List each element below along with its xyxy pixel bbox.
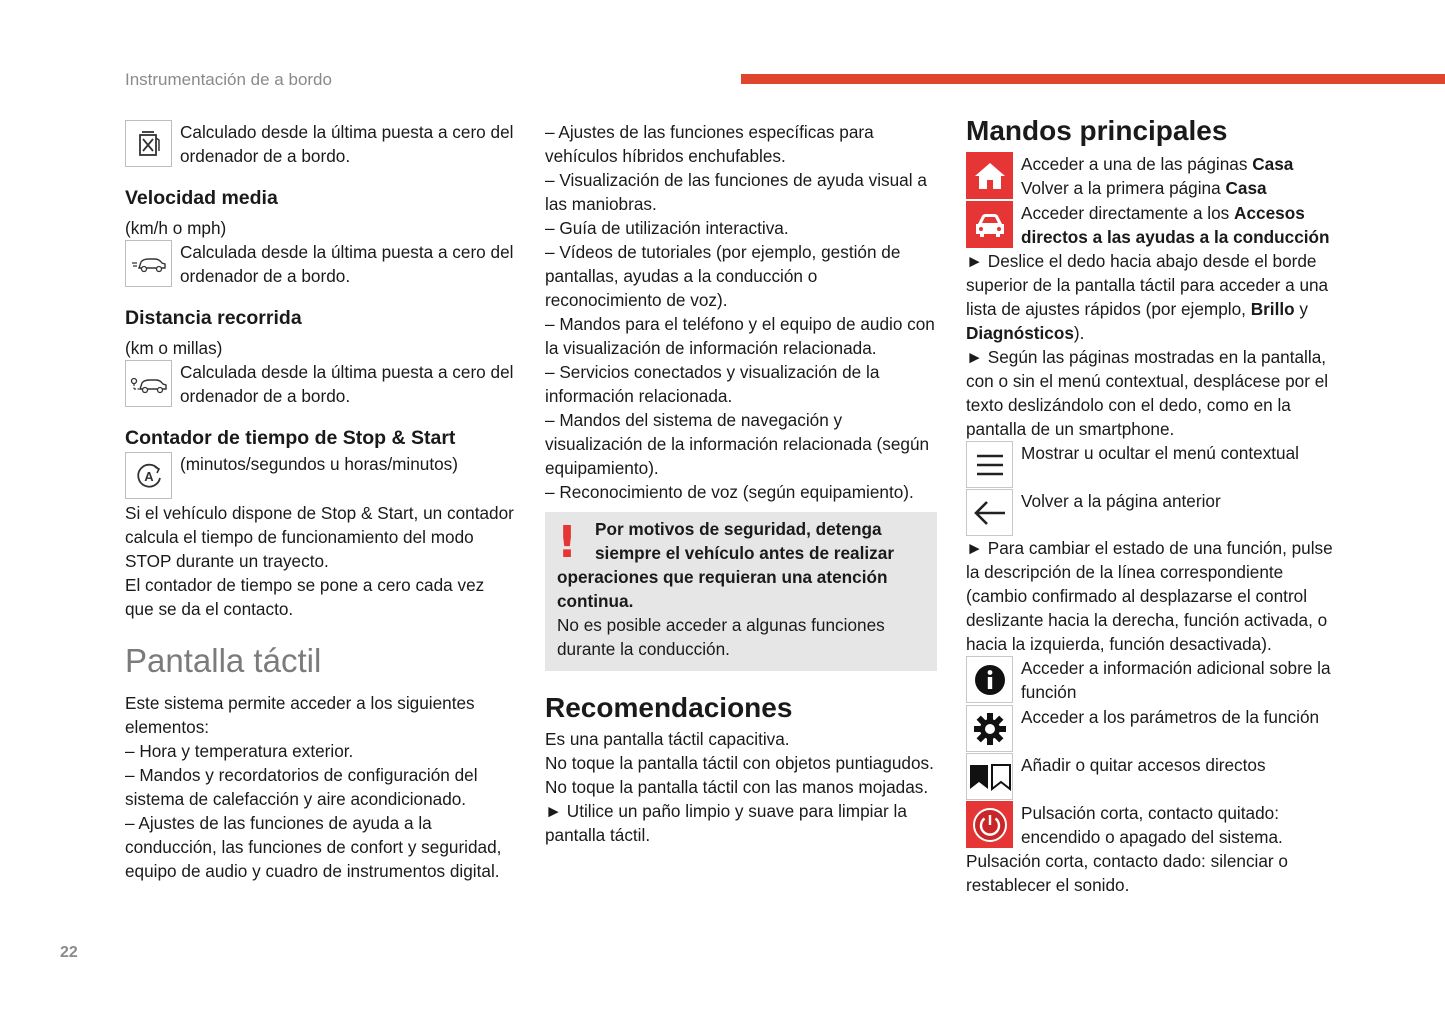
bookmark-icon [966,753,1013,800]
menu-row [966,441,1346,488]
touchscreen-item: – Hora y temperatura exterior. [125,741,354,761]
rec-paragraph-1: Es una pantalla táctil capacitiva. [545,729,790,749]
power-text-1: Pulsación corta, contacto quitado: encendido o apagado del sistema. [1021,803,1283,847]
home-text-2: Volver a la primera página [1021,178,1226,198]
rec-paragraph-2: No toque la pantalla táctil con objetos puntiagudos. [545,753,934,773]
fuel-consumption-icon [125,120,172,167]
fuel-text: Calculado desde la última puesta a cero del ordenador de a bordo. [180,122,514,166]
back-arrow-icon [966,489,1013,536]
warning-bold-text: Por motivos de seguridad, detenga siempre el vehículo antes de realizar operaciones que requieran una atención continua. [557,519,895,611]
scroll-paragraph: ► Según las páginas mostradas en la pantalla, con o sin el menú contextual, desplácese por el texto deslizándolo con el dedo, como en la pantalla de un smartphone. [966,347,1329,439]
rec-paragraph-4: ► Utilice un paño limpio y suave para limpiar la pantalla táctil. [545,801,907,845]
bookmark-text: Añadir o quitar accesos directos [1021,755,1266,775]
power-text-2: Pulsación corta, contacto dado: silenciar o restablecer el sonido. [966,851,1288,895]
toggle-paragraph: ► Para cambiar el estado de una función, pulse la descripción de la línea correspondiente (cambio confirmado al desplazarse el control deslizante hacia la derecha, función activada, o hacia la izquierda, función desactivada). [966,538,1333,654]
touchscreen-item: – Ajustes de las funciones de ayuda a la conducción, las funciones de confort y seguridad, equipo de audio y cuadro de instrumentos digital. [125,813,502,881]
info-icon [966,656,1013,703]
power-row [966,801,1346,849]
column-2 [545,120,937,847]
stopstart-paragraph-2: El contador de tiempo se pone a cero cada vez que se da el contacto. [125,575,485,619]
car-shortcut-icon [966,201,1013,248]
home-row [966,152,1346,200]
driving-aids-bold: Accesos directos a las ayudas a la conducción [1021,203,1330,247]
swipe-bold-brightness: Brillo [1250,299,1295,319]
avg-speed-units: (km/h o mph) [125,218,227,238]
distance-units: (km o millas) [125,338,223,358]
hamburger-menu-icon [966,441,1013,488]
feature-item: – Servicios conectados y visualización de la información relacionada. [545,362,880,406]
gear-icon [966,705,1013,752]
feature-item: – Mandos del sistema de navegación y visualización de la información relacionada (según equipamiento). [545,410,930,478]
back-text: Volver a la página anterior [1021,491,1221,511]
distance-text: Calculada desde la última puesta a cero del ordenador de a bordo. [180,362,514,406]
feature-item: – Reconocimiento de voz (según equipamiento). [545,482,914,502]
column-3 [966,114,1346,897]
swipe-bold-diagnostics: Diagnósticos [966,323,1074,343]
avg-speed-row [125,240,517,288]
info-row [966,656,1346,704]
feature-item: – Guía de utilización interactiva. [545,218,789,238]
stopstart-units: (minutos/segundos u horas/minutos) [180,454,459,474]
running-header: Instrumentación de a bordo [125,70,332,89]
touchscreen-item: – Mandos y recordatorios de configuración del sistema de calefacción y aire acondicionado. [125,765,478,809]
driving-aids-text: Acceder directamente a los [1021,203,1235,223]
svg-text:A: A [143,468,154,484]
header-accent-bar [741,74,1445,84]
home-text-1: Acceder a una de las páginas [1021,154,1253,174]
touchscreen-intro: Este sistema permite acceder a los siguientes elementos: [125,693,475,737]
feature-item: – Ajustes de las funciones específicas para vehículos híbridos enchufables. [545,122,874,166]
gear-text: Acceder a los parámetros de la función [1021,707,1320,727]
home-bold-2: Casa [1225,178,1267,198]
page-number: 22 [60,944,78,961]
column-1 [125,120,517,883]
warning-exclamation-icon: ! [557,517,578,568]
feature-item: – Vídeos de tutoriales (por ejemplo, gestión de pantallas, ayudas a la conducción o reconocimiento de voz). [545,242,901,310]
feature-item: – Visualización de las funciones de ayuda visual a las maniobras. [545,170,927,214]
menu-text: Mostrar u ocultar el menú contextual [1021,443,1299,463]
distance-heading: Distancia recorrida [125,307,302,329]
driving-aids-row [966,201,1346,249]
car-speed-icon [125,240,172,287]
feature-item: – Mandos para el teléfono y el equipo de audio con la visualización de información relacionada. [545,314,935,358]
stopstart-heading: Contador de tiempo de Stop & Start [125,427,456,449]
distance-row [125,360,517,408]
avg-speed-heading: Velocidad media [125,187,278,209]
gear-row [966,705,1346,752]
home-icon [966,152,1013,199]
safety-warning-box [545,512,937,671]
recommendations-heading: Recomendaciones [545,692,793,723]
stop-start-icon [125,452,172,499]
power-icon [966,801,1013,848]
touchscreen-heading: Pantalla táctil [125,642,322,679]
stopstart-row [125,452,517,499]
home-bold-1: Casa [1252,154,1294,174]
warning-text: No es posible acceder a algunas funciones durante la conducción. [557,615,885,659]
swipe-text-c: y [1294,299,1309,319]
swipe-text-d: ). [1073,323,1085,343]
rec-paragraph-3: No toque la pantalla táctil con las manos mojadas. [545,777,929,797]
stopstart-paragraph-1: Si el vehículo dispone de Stop & Start, un contador calcula el tiempo de funcionamiento del modo STOP durante un trayecto. [125,503,514,571]
fuel-row [125,120,517,168]
bookmark-row [966,753,1346,800]
avg-speed-text: Calculada desde la última puesta a cero del ordenador de a bordo. [180,242,514,286]
info-text: Acceder a información adicional sobre la función [1021,658,1331,702]
main-controls-heading: Mandos principales [966,115,1228,146]
back-row [966,489,1346,536]
swipe-text-a: ► Deslice el dedo hacia abajo desde el borde superior de la pantalla táctil para acceder a una lista de ajustes rápidos (por ejemplo, [966,251,1329,319]
distance-car-icon [125,360,172,407]
